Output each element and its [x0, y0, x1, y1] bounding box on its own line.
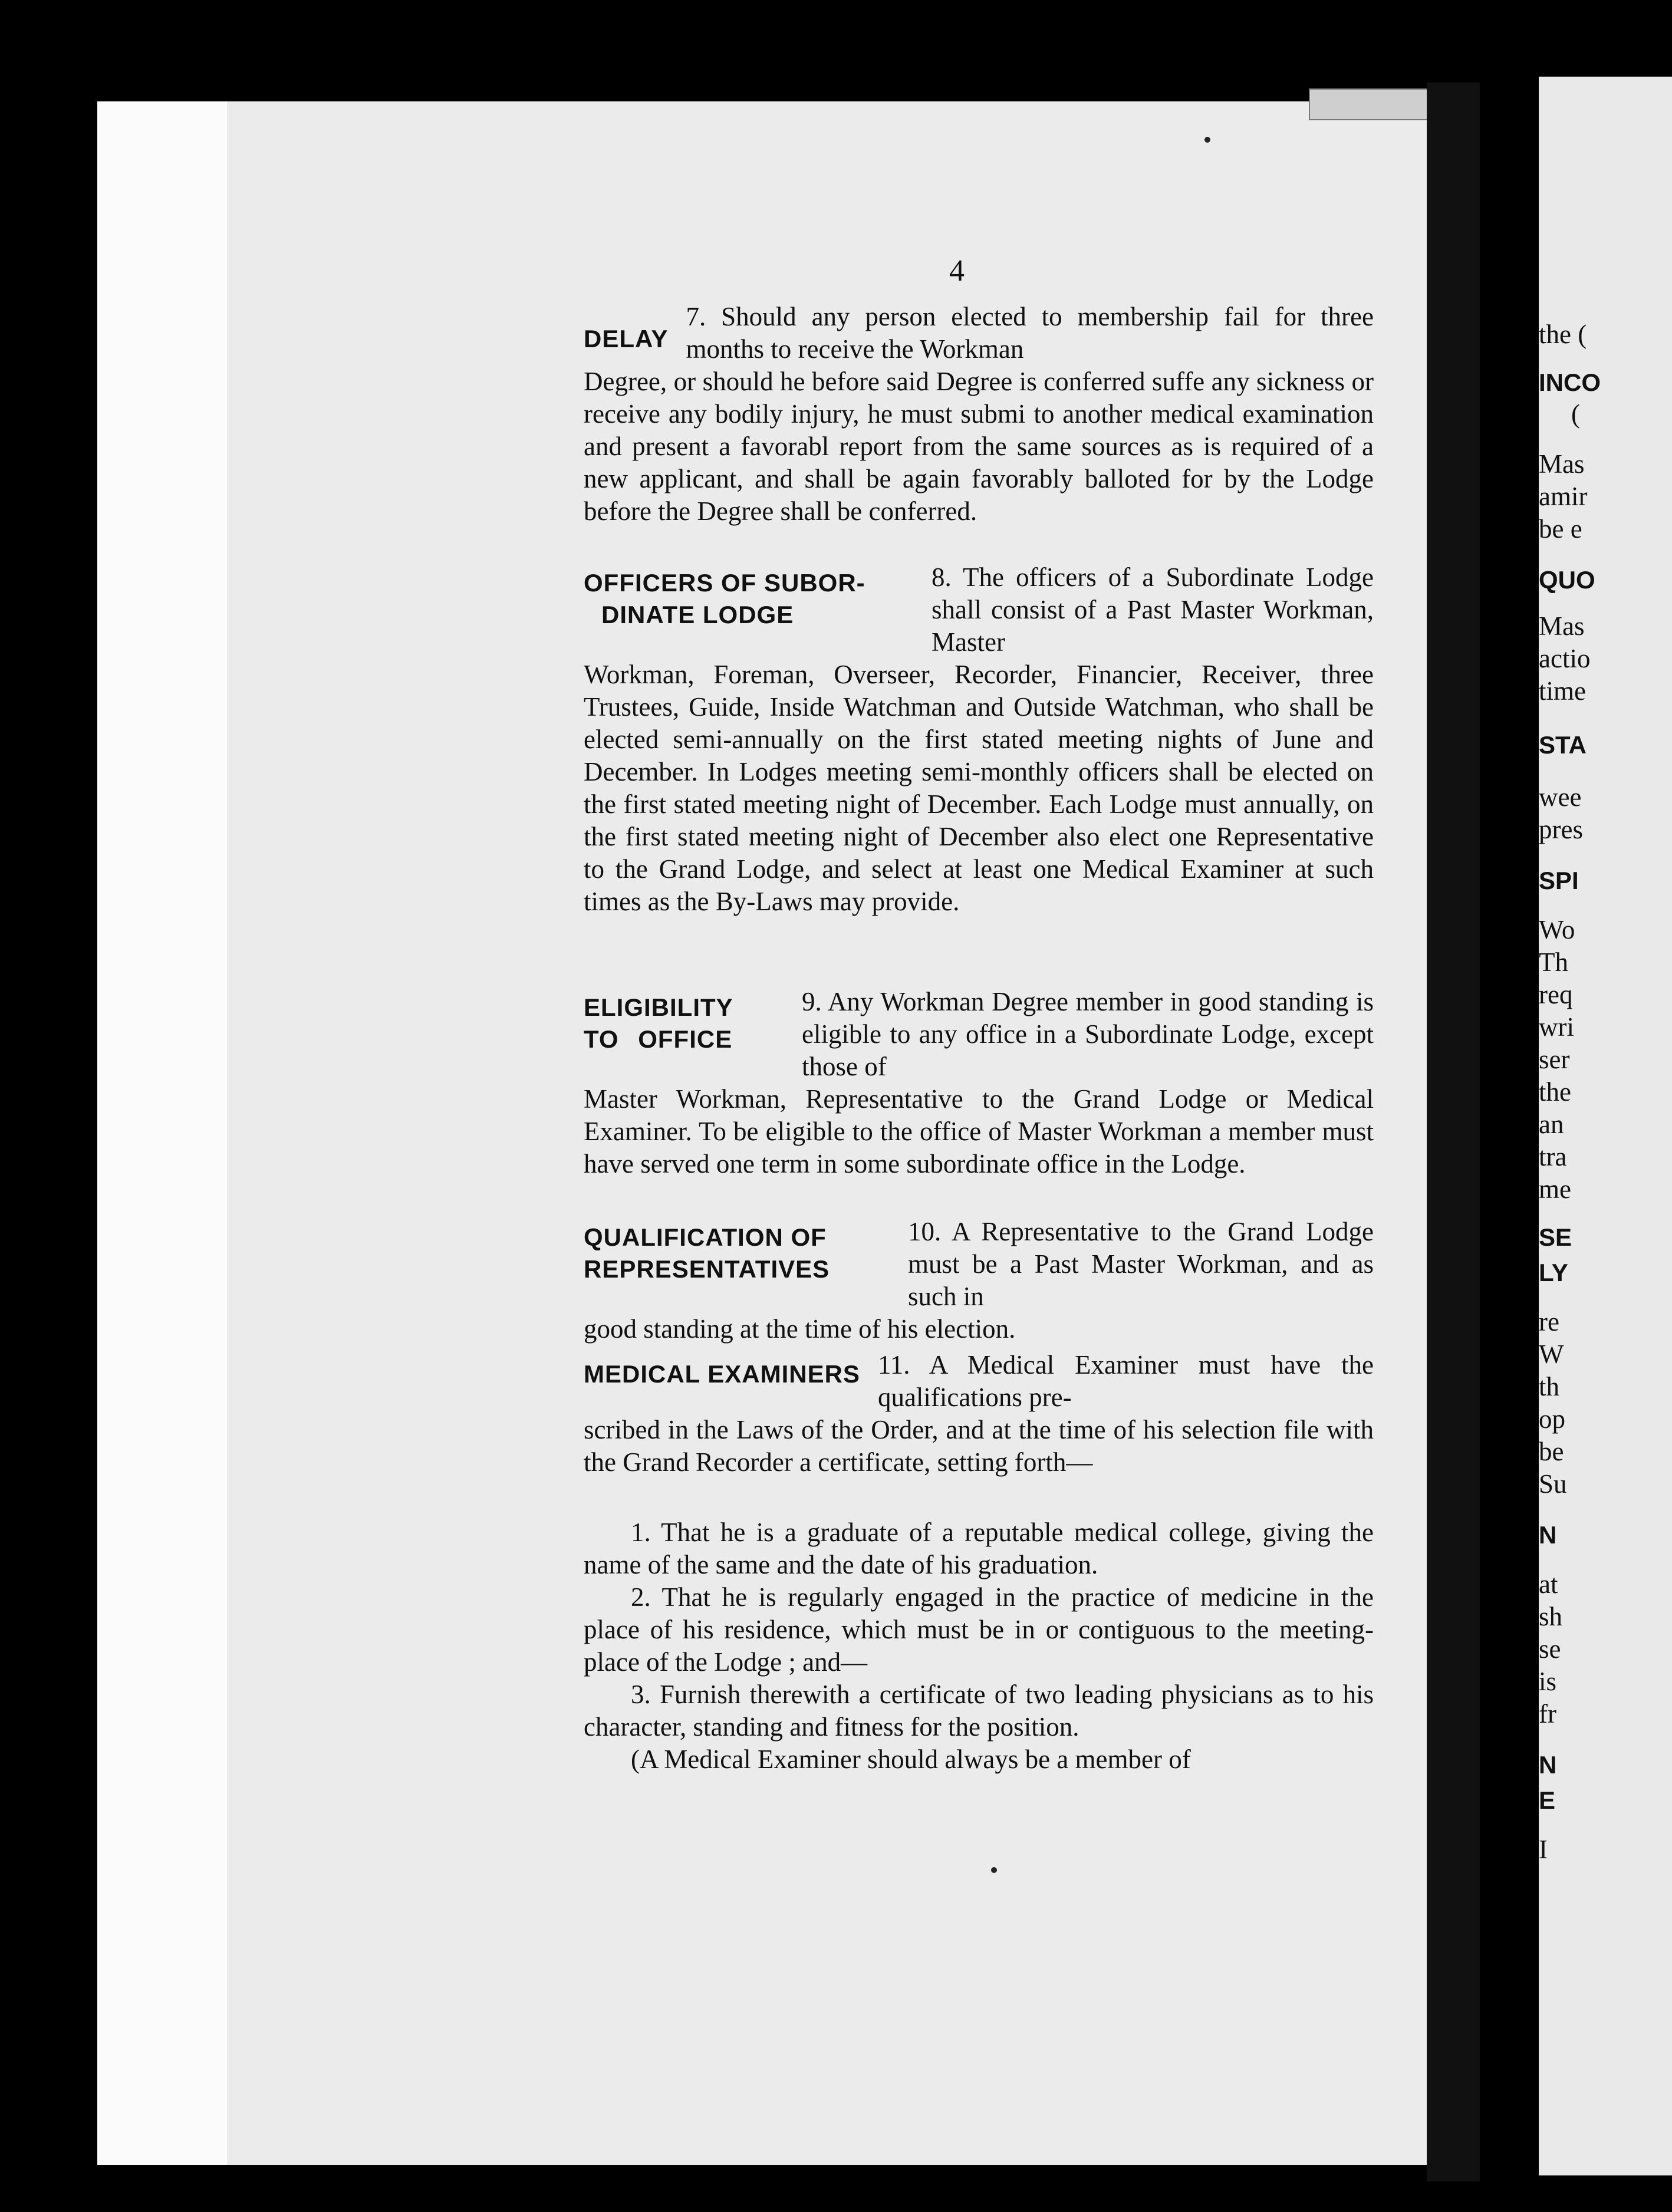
section-first-lines: 10. A Representative to the Grand Lodge must be a Past Master Workman, and as such in: [908, 1217, 1374, 1311]
section-qualification: [584, 1216, 1374, 1345]
page-tab: [1309, 88, 1429, 120]
fragment: W: [1539, 1339, 1564, 1369]
fragment: N: [1539, 1751, 1557, 1779]
section-heading: QUALIFICATION OF REPRESENTATIVES: [584, 1223, 830, 1283]
fragment: amir: [1539, 482, 1588, 511]
section-eligibility: [584, 986, 1374, 1180]
section-first-lines: 7. Should any person elected to membership fail for three months to receive the Workman: [686, 302, 1374, 364]
fragment: me: [1539, 1174, 1571, 1204]
section-body: good standing at the time of his election.: [584, 1314, 1016, 1344]
section-heading: MEDICAL EXAMINERS: [584, 1360, 860, 1388]
speck: [1204, 137, 1210, 143]
list-item: 2. That he is regularly engaged in the practice of medicine in the place of his residence, which must be in or contiguous to the meeting-place of the Lodge ; and—: [584, 1582, 1374, 1677]
fragment: Mas: [1539, 611, 1585, 641]
list-item: 3. Furnish therewith a certificate of two leading physicians as to his character, standing and fitness for the position.: [584, 1680, 1374, 1742]
fragment: at: [1539, 1569, 1558, 1599]
right-page: [1539, 77, 1672, 2175]
fragment: Wo: [1539, 915, 1575, 944]
fragment: SE: [1539, 1223, 1572, 1251]
fragment: be e: [1539, 514, 1582, 544]
fragment: ser: [1539, 1045, 1570, 1074]
fragment: time: [1539, 676, 1586, 706]
fragment: pres: [1539, 815, 1583, 844]
speck: [991, 1867, 997, 1873]
section-first-lines: 11. A Medical Examiner must have the qualifications pre-: [877, 1350, 1374, 1412]
fragment: tra: [1539, 1142, 1567, 1171]
section-body: Degree, or should he before said Degree is conferred suffe any sickness or receive any bodily injury, he must submi to another medical examination and present a favorabl report from the same sources as is required of a new applicant, and shall be again favorably balloted for by the Lodge before the Degree shall be conferred.: [584, 367, 1374, 526]
fragment: th: [1539, 1372, 1560, 1401]
fragment: the: [1539, 1077, 1571, 1107]
section-heading: ELIGIBILITY TO OFFICE: [584, 993, 733, 1053]
fragment: INCO: [1539, 368, 1601, 396]
fragment: LY: [1539, 1259, 1568, 1286]
fragment: Mas: [1539, 449, 1585, 479]
section-heading: OFFICERS OF SUBOR- DINATE LODGE: [584, 569, 865, 628]
section-medical-examiners: [584, 1349, 1374, 1479]
section-body: Master Workman, Representative to the Grand Lodge or Medical Examiner. To be eligible to the office of Master Workman a member must have served one term in some subordinate office in the Lodge.: [584, 1084, 1374, 1179]
fragment: sh: [1539, 1602, 1563, 1631]
fragment: req: [1539, 980, 1573, 1009]
fragment: be: [1539, 1437, 1564, 1466]
fragment: the (: [1539, 320, 1587, 349]
fragment: se: [1539, 1634, 1561, 1664]
fragment: (: [1571, 399, 1580, 429]
section-body: Workman, Foreman, Overseer, Recorder, Financier, Receiver, three Trustees, Guide, Inside Watchman and Outside Watchman, who shall be elected semi-annually on the first stated meeting nights of June and December. In Lodges meeting semi-monthly officers shall be elected on the first stated meeting night of December. Each Lodge must annually, on the first stated meeting night of December also elect one Representative to the Grand Lodge, and select at least one Medical Examiner at such times as the By-Laws may provide.: [584, 660, 1374, 916]
section-delay: [584, 301, 1374, 528]
page-number: 4: [949, 254, 965, 288]
list-item: 1. That he is a graduate of a reputable medical college, giving the name of the same and the date of his graduation.: [584, 1518, 1374, 1579]
fragment: I: [1539, 1835, 1548, 1864]
fragment: wee: [1539, 782, 1582, 812]
section-officers: [584, 561, 1374, 918]
fragment: SPI: [1539, 867, 1579, 894]
section-first-lines: 9. Any Workman Degree member in good standing is eligible to any office in a Subordinate Lodge, except those of: [802, 987, 1374, 1081]
qualification-list: [584, 1516, 1374, 1776]
fragment: N: [1539, 1521, 1557, 1549]
fragment: Su: [1539, 1469, 1567, 1499]
fragment: an: [1539, 1110, 1564, 1139]
fragment: wri: [1539, 1012, 1574, 1042]
fragment: op: [1539, 1404, 1565, 1434]
fragment: actio: [1539, 644, 1591, 673]
section-first-lines: 8. The officers of a Subordinate Lodge shall consist of a Past Master Workman, Master: [932, 562, 1374, 657]
fragment: Th: [1539, 947, 1568, 977]
list-item: (A Medical Examiner should always be a member of: [631, 1744, 1191, 1774]
fragment: STA: [1539, 731, 1587, 759]
book-spine: [1427, 83, 1480, 2181]
section-heading: DELAY: [584, 325, 669, 353]
section-body: scribed in the Laws of the Order, and at the time of his selection file with the Grand Recorder a certificate, setting forth—: [584, 1415, 1374, 1477]
fragment: QUO: [1539, 566, 1595, 594]
page-margin: [97, 101, 227, 2165]
fragment: re: [1539, 1307, 1559, 1337]
fragment: E: [1539, 1786, 1556, 1814]
fragment: is: [1539, 1667, 1557, 1696]
fragment: fr: [1539, 1699, 1556, 1729]
